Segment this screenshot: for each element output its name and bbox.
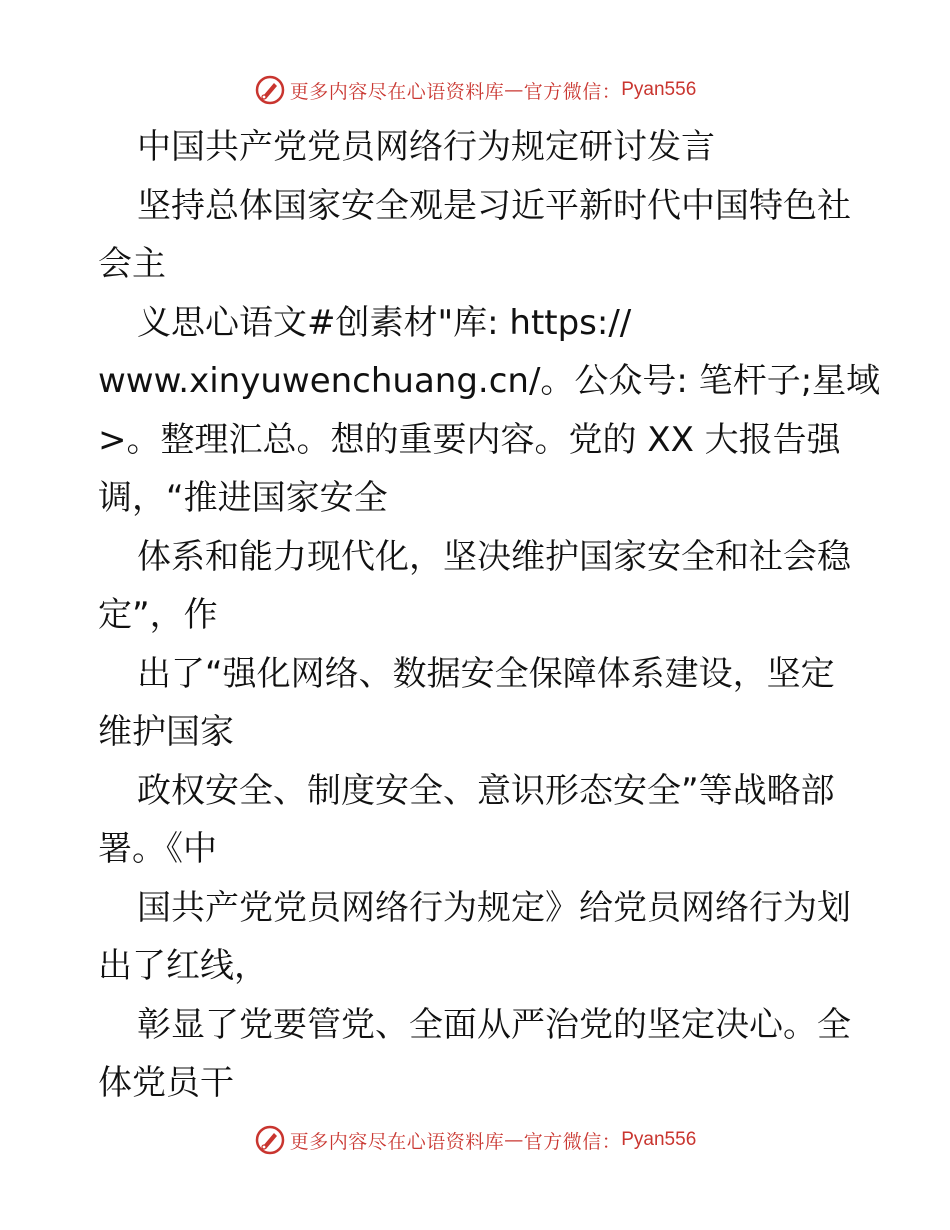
body-line: 出了“强化网络、数据安全保障体系建设，坚定 — [137, 653, 835, 694]
body-line: 坚持总体国家安全观是习近平新时代中国特色社 — [137, 185, 851, 226]
footer-banner — [0, 1120, 950, 1160]
banner-separator: — — [504, 79, 524, 101]
header-banner — [0, 70, 950, 110]
body-line: >。整理汇总。想的重要内容。党的 XX 大报告强 — [98, 419, 841, 460]
body-line: 定”，作 — [98, 595, 218, 635]
body-line: 国共产党党员网络行为规定》给党员网络行为划 — [137, 887, 851, 928]
body-line: 义思心语文#创素材"库: https:// — [137, 302, 632, 343]
body-line: 调，“推进国家安全 — [98, 478, 388, 518]
document-body — [98, 118, 881, 1113]
body-line: 彰显了党要管党、全面从严治党的坚定决心。全 — [137, 1004, 851, 1045]
body-line: 出了红线， — [98, 946, 268, 986]
pen-nib-logo-icon — [254, 74, 286, 106]
banner-wechat-id: Pyan556 — [621, 79, 697, 100]
body-line: 政权安全、制度安全、意识形态安全”等战略部 — [137, 770, 835, 811]
banner-brand: 更多内容尽在心语资料库 — [289, 1130, 505, 1153]
body-line: 体党员干 — [98, 1063, 234, 1103]
banner-wechat-label: 官方微信： — [523, 1130, 622, 1153]
body-line: 维护国家 — [98, 712, 234, 752]
pen-nib-logo-icon — [254, 1124, 286, 1156]
body-line: 会主 — [98, 244, 166, 284]
body-line: 体系和能力现代化，坚决维护国家安全和社会稳 — [137, 536, 851, 577]
body-line: 署。《中 — [98, 829, 217, 869]
banner-wechat-id: Pyan556 — [621, 1129, 697, 1150]
banner-brand: 更多内容尽在心语资料库 — [289, 80, 505, 103]
banner-wechat-label: 官方微信： — [523, 80, 622, 103]
document-title-line: 中国共产党党员网络行为规定研讨发言 — [137, 127, 715, 167]
body-line: www.xinyuwenchuang.cn/。公众号: 笔杆子;星域 — [98, 361, 881, 401]
banner-separator: — — [504, 1129, 524, 1151]
